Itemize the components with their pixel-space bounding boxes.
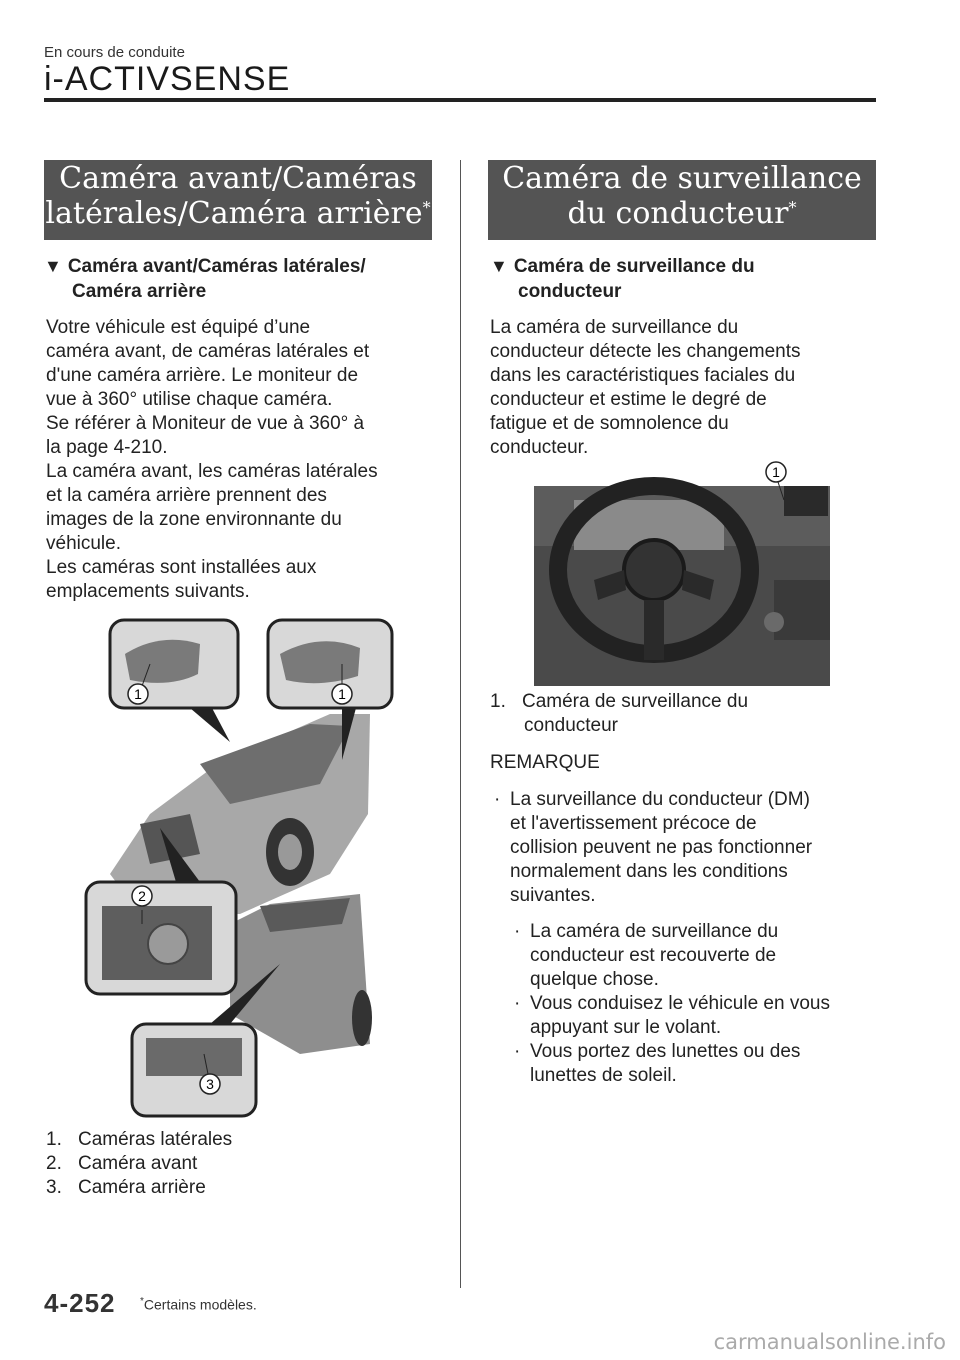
section-title: i-ACTIVSENSE [44, 60, 291, 98]
rear-wheel [352, 990, 372, 1046]
monitor-camera-housing [784, 486, 828, 516]
left-section-banner [44, 160, 432, 240]
left-legend [46, 1128, 232, 1200]
left-banner-line2: latérales/Caméra arrière* [45, 195, 431, 231]
camera-locations-figure [80, 614, 400, 1120]
header-rule [44, 98, 876, 102]
list-item: 1. Caméra de surveillance du [490, 691, 749, 712]
remark-bullets [492, 788, 812, 908]
driver-monitor-figure [534, 460, 830, 686]
page-number: 4-252 [44, 1288, 116, 1318]
remark-title: REMARQUE [490, 752, 600, 773]
asterisk-mark: * [422, 197, 431, 217]
remark-item: · La surveillance du conducteur (DM) et l'avertissement précoce de collision peuvent ne pas fonctionner normalement dans les conditions suivantes. [492, 788, 812, 908]
remark-sub-bullets [512, 920, 830, 1088]
triangle-down-icon: ▼ [490, 256, 508, 276]
svg-text:1: 1 [338, 686, 346, 702]
list-item: 2. Caméra avant [46, 1153, 198, 1174]
right-subheading: ▼ Caméra de surveillance du conducteur [490, 256, 755, 302]
list-item-continued: conducteur [524, 715, 619, 736]
right-body-text: La caméra de surveillance du conducteur détecte les changements dans les caractéristiques faciales du conducteur et estime le degré de fatigue et de somnolence du conducteur. [490, 317, 801, 458]
remark-sub-item: · Vous conduisez le véhicule en vous appuyant sur le volant. [512, 992, 830, 1040]
left-body-text: Votre véhicule est équipé d’une caméra avant, de caméras latérales et d'une caméra arrière. Le moniteur de vue à 360° utilise chaque caméra. Se référer à Moniteur de vue à 360° à la page 4-210. La caméra avant, les caméras latérales et la caméra arrière prennent des images de la zone environnante du véhicule. Les caméras sont installées aux emplacements suivants. [46, 317, 378, 602]
list-item: 3. Caméra arrière [46, 1177, 206, 1198]
svg-text:1: 1 [772, 464, 780, 480]
running-head: En cours de conduite [44, 44, 185, 61]
right-banner-line1: Caméra de surveillance [502, 161, 862, 196]
remark-sub-item: · La caméra de surveillance du conducteur est recouverte de quelque chose. [512, 920, 830, 992]
watermark: carmanualsonline.info [713, 1330, 946, 1354]
svg-text:2: 2 [138, 888, 146, 904]
left-banner-line1: Caméra avant/Caméras [59, 161, 417, 196]
right-banner-line2: du conducteur* [567, 195, 797, 231]
triangle-down-icon: ▼ [44, 256, 62, 276]
left-subheading: ▼ Caméra avant/Caméras latérales/ Caméra arrière [44, 256, 366, 302]
remark-sub-item: · Vous portez des lunettes ou des lunettes de soleil. [512, 1040, 830, 1088]
svg-text:1: 1 [134, 686, 142, 702]
right-section-banner [488, 160, 876, 240]
right-legend [490, 690, 748, 738]
asterisk-mark: * [788, 197, 797, 217]
list-item: 1. Caméras latérales [46, 1129, 233, 1150]
footnote: *Certains modèles. [140, 1296, 257, 1313]
svg-text:3: 3 [206, 1076, 214, 1092]
column-divider [460, 160, 461, 1288]
